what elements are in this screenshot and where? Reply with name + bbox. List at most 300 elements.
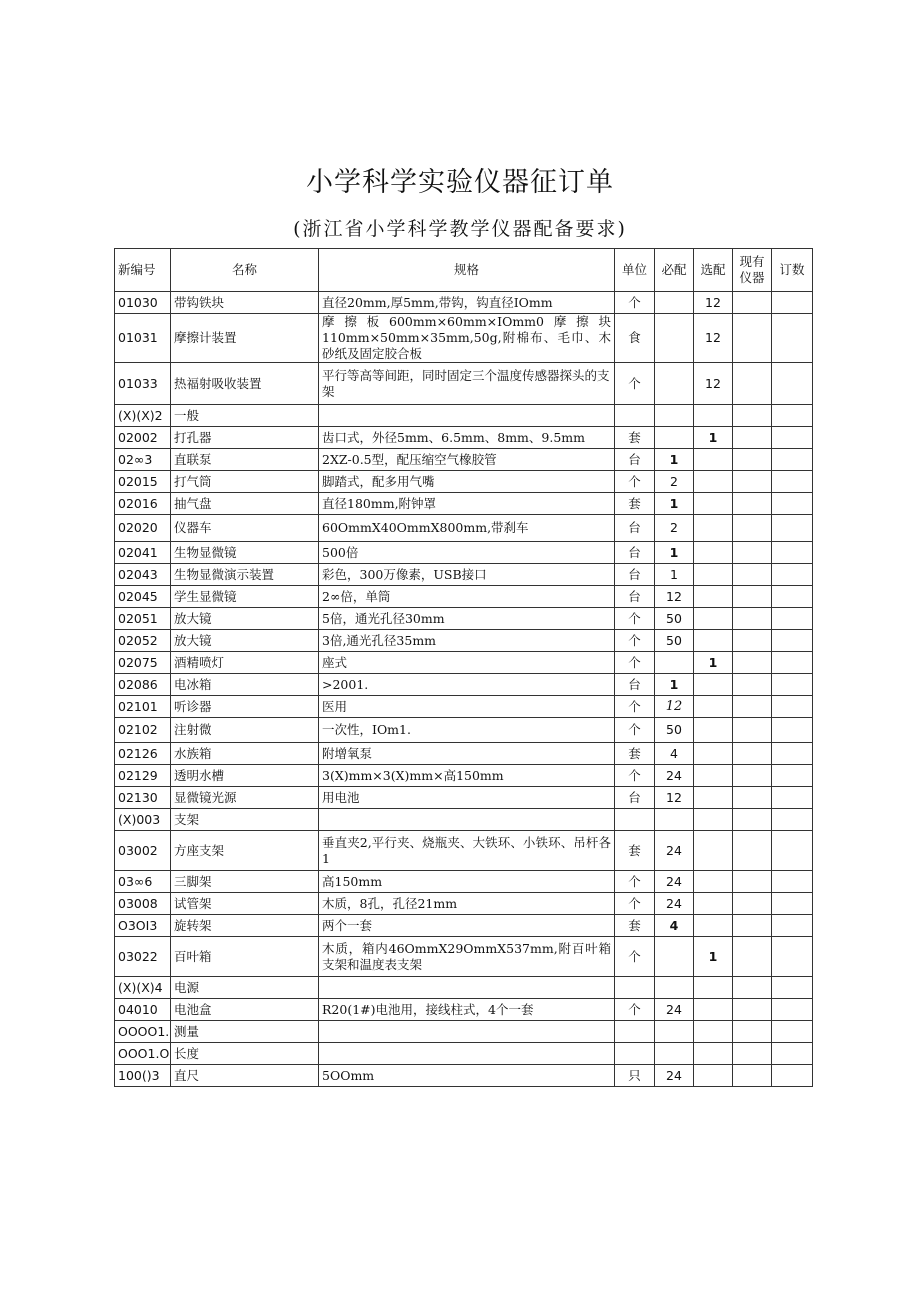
row-name: 试管架	[171, 893, 319, 915]
row-existing	[733, 542, 772, 564]
row-required: 50	[655, 630, 694, 652]
table-row	[115, 292, 813, 314]
row-order	[772, 765, 813, 787]
row-existing	[733, 471, 772, 493]
row-name: 透明水槽	[171, 765, 319, 787]
row-optional	[694, 608, 733, 630]
row-order	[772, 471, 813, 493]
row-unit: 台	[615, 787, 655, 809]
row-spec: 木质，箱内46OmmX29OmmX537mm,附百叶箱支架和温度表支架	[319, 937, 615, 977]
row-order	[772, 937, 813, 977]
row-code: 03022	[115, 937, 171, 977]
row-order	[772, 314, 813, 363]
row-required: 1	[655, 674, 694, 696]
row-spec: 500倍	[319, 542, 615, 564]
row-code: (X)(X)2	[115, 405, 171, 427]
row-code: O3OI3	[115, 915, 171, 937]
row-name: 注射微	[171, 718, 319, 743]
row-name: 支架	[171, 809, 319, 831]
row-existing	[733, 1043, 772, 1065]
row-name: 酒精喷灯	[171, 652, 319, 674]
header-existing: 现有仪器	[733, 249, 772, 292]
row-order	[772, 809, 813, 831]
table-row	[115, 1021, 813, 1043]
page-title: 小学科学实验仪器征订单	[306, 167, 614, 198]
row-optional	[694, 696, 733, 718]
row-spec: 60OmmX40OmmX800mm,带刹车	[319, 515, 615, 542]
row-order	[772, 1021, 813, 1043]
row-unit: 台	[615, 586, 655, 608]
row-required: 24	[655, 893, 694, 915]
row-name: 热福射吸收装置	[171, 363, 319, 405]
row-name: 听诊器	[171, 696, 319, 718]
row-optional	[694, 977, 733, 999]
row-existing	[733, 765, 772, 787]
row-code: 01033	[115, 363, 171, 405]
row-code: 100()3	[115, 1065, 171, 1087]
row-existing	[733, 977, 772, 999]
row-name: 一般	[171, 405, 319, 427]
row-spec: 用电池	[319, 787, 615, 809]
row-required	[655, 405, 694, 427]
row-unit: 个	[615, 608, 655, 630]
table-row	[115, 743, 813, 765]
row-spec: 5OOmm	[319, 1065, 615, 1087]
row-order	[772, 1065, 813, 1087]
row-code: 02020	[115, 515, 171, 542]
row-spec: 附增氧泵	[319, 743, 615, 765]
row-name: 电池盒	[171, 999, 319, 1021]
row-optional: 12	[694, 363, 733, 405]
row-optional: 1	[694, 652, 733, 674]
table-row	[115, 871, 813, 893]
row-spec: 两个一套	[319, 915, 615, 937]
row-order	[772, 977, 813, 999]
table-row	[115, 718, 813, 743]
table-row	[115, 449, 813, 471]
row-code: 01030	[115, 292, 171, 314]
row-existing	[733, 893, 772, 915]
table-row	[115, 915, 813, 937]
row-name: 百叶箱	[171, 937, 319, 977]
header-spec: 规格	[319, 249, 615, 292]
row-spec: 摩擦板600mm×60mm×IOmm0摩擦块110mm×50mm×35mm,50g,附棉布、毛巾、木砂纸及固定胶合板	[319, 314, 615, 363]
row-code: OOO1.O	[115, 1043, 171, 1065]
table-row	[115, 893, 813, 915]
row-name: 生物显微演示装置	[171, 564, 319, 586]
row-existing	[733, 449, 772, 471]
row-code: 02∞3	[115, 449, 171, 471]
row-optional	[694, 493, 733, 515]
row-required: 24	[655, 871, 694, 893]
row-optional	[694, 871, 733, 893]
row-code: 02129	[115, 765, 171, 787]
row-existing	[733, 608, 772, 630]
row-existing	[733, 937, 772, 977]
row-existing	[733, 809, 772, 831]
row-optional	[694, 809, 733, 831]
row-unit: 台	[615, 542, 655, 564]
table-row	[115, 586, 813, 608]
row-name: 测量	[171, 1021, 319, 1043]
row-name: 放大镜	[171, 608, 319, 630]
row-order	[772, 515, 813, 542]
row-name: 方座支架	[171, 831, 319, 871]
row-required	[655, 363, 694, 405]
row-code: 02101	[115, 696, 171, 718]
row-existing	[733, 674, 772, 696]
row-name: 电冰箱	[171, 674, 319, 696]
row-optional: 12	[694, 314, 733, 363]
row-unit: 个	[615, 765, 655, 787]
table-row	[115, 515, 813, 542]
row-optional	[694, 1021, 733, 1043]
row-order	[772, 405, 813, 427]
row-name: 直联泵	[171, 449, 319, 471]
table-row	[115, 493, 813, 515]
row-existing	[733, 1065, 772, 1087]
table-row	[115, 977, 813, 999]
row-existing	[733, 718, 772, 743]
row-unit: 个	[615, 696, 655, 718]
row-unit: 个	[615, 630, 655, 652]
row-required	[655, 1021, 694, 1043]
row-required: 24	[655, 1065, 694, 1087]
row-optional	[694, 999, 733, 1021]
row-required	[655, 937, 694, 977]
row-required: 50	[655, 608, 694, 630]
row-code: OOOO1.	[115, 1021, 171, 1043]
row-existing	[733, 515, 772, 542]
row-unit: 台	[615, 674, 655, 696]
row-order	[772, 696, 813, 718]
row-required: 12	[655, 787, 694, 809]
row-spec	[319, 1021, 615, 1043]
row-spec: 彩色，300万像素，USB接口	[319, 564, 615, 586]
row-unit: 套	[615, 743, 655, 765]
row-required	[655, 977, 694, 999]
header-optional: 选配	[694, 249, 733, 292]
page-subtitle: (浙江省小学科学教学仪器配备要求)	[293, 218, 627, 240]
row-required: 50	[655, 718, 694, 743]
row-name: 直尺	[171, 1065, 319, 1087]
row-order	[772, 1043, 813, 1065]
row-optional	[694, 449, 733, 471]
row-optional	[694, 515, 733, 542]
row-optional	[694, 787, 733, 809]
row-spec	[319, 405, 615, 427]
row-spec: 2∞倍，单筒	[319, 586, 615, 608]
row-code: 02016	[115, 493, 171, 515]
row-unit	[615, 1021, 655, 1043]
row-order	[772, 999, 813, 1021]
row-code: 02015	[115, 471, 171, 493]
row-optional	[694, 915, 733, 937]
row-optional	[694, 564, 733, 586]
row-spec: 3倍,通光孔径35mm	[319, 630, 615, 652]
row-required	[655, 809, 694, 831]
row-existing	[733, 586, 772, 608]
row-code: 02045	[115, 586, 171, 608]
row-optional	[694, 405, 733, 427]
row-required: 1	[655, 542, 694, 564]
row-existing	[733, 1021, 772, 1043]
row-code: 01031	[115, 314, 171, 363]
row-optional	[694, 586, 733, 608]
header-required: 必配	[655, 249, 694, 292]
row-required	[655, 652, 694, 674]
row-required: 2	[655, 471, 694, 493]
row-unit: 个	[615, 363, 655, 405]
table-row	[115, 652, 813, 674]
row-name: 电源	[171, 977, 319, 999]
row-required: 4	[655, 743, 694, 765]
table-row	[115, 765, 813, 787]
row-name: 仪器车	[171, 515, 319, 542]
row-optional	[694, 1065, 733, 1087]
row-optional	[694, 674, 733, 696]
row-optional	[694, 765, 733, 787]
row-code: 02052	[115, 630, 171, 652]
row-spec: 直径20mm,厚5mm,带钩，钩直径IOmm	[319, 292, 615, 314]
row-unit: 套	[615, 831, 655, 871]
table-row	[115, 363, 813, 405]
row-unit: 台	[615, 564, 655, 586]
row-order	[772, 608, 813, 630]
row-required: 12	[655, 586, 694, 608]
row-spec: 木质，8孔，孔径21mm	[319, 893, 615, 915]
row-existing	[733, 915, 772, 937]
row-required: 4	[655, 915, 694, 937]
row-code: 02126	[115, 743, 171, 765]
row-name: 长度	[171, 1043, 319, 1065]
row-spec: 脚踏式，配多用气嘴	[319, 471, 615, 493]
table-row	[115, 471, 813, 493]
row-existing	[733, 314, 772, 363]
row-order	[772, 427, 813, 449]
row-optional	[694, 471, 733, 493]
row-spec: R20(1#)电池用，接线柱式，4个一套	[319, 999, 615, 1021]
row-unit: 个	[615, 471, 655, 493]
row-spec: 一次性，IOm1.	[319, 718, 615, 743]
row-code: 03002	[115, 831, 171, 871]
row-existing	[733, 743, 772, 765]
row-order	[772, 787, 813, 809]
row-name: 显微镜光源	[171, 787, 319, 809]
row-order	[772, 292, 813, 314]
table-row	[115, 937, 813, 977]
row-required: 1	[655, 493, 694, 515]
row-name: 摩擦计装置	[171, 314, 319, 363]
row-required	[655, 1043, 694, 1065]
row-required: 2	[655, 515, 694, 542]
header-order: 订数	[772, 249, 813, 292]
row-name: 旋转架	[171, 915, 319, 937]
row-spec: 齿口式，外径5mm、6.5mm、8mm、9.5mm	[319, 427, 615, 449]
row-required: 12	[655, 696, 694, 718]
header-code: 新编号	[115, 249, 171, 292]
row-order	[772, 630, 813, 652]
row-spec: 直径180mm,附钟罩	[319, 493, 615, 515]
table-row	[115, 564, 813, 586]
row-optional	[694, 1043, 733, 1065]
row-optional	[694, 743, 733, 765]
row-code: 03008	[115, 893, 171, 915]
row-unit: 个	[615, 893, 655, 915]
row-optional	[694, 893, 733, 915]
table-row	[115, 1043, 813, 1065]
table-row	[115, 630, 813, 652]
row-name: 打气筒	[171, 471, 319, 493]
header-unit: 单位	[615, 249, 655, 292]
table-row	[115, 696, 813, 718]
row-unit	[615, 977, 655, 999]
row-code: 02102	[115, 718, 171, 743]
row-name: 放大镜	[171, 630, 319, 652]
row-optional: 12	[694, 292, 733, 314]
row-code: 02075	[115, 652, 171, 674]
row-required: 1	[655, 449, 694, 471]
row-name: 打孔器	[171, 427, 319, 449]
row-spec: 高150mm	[319, 871, 615, 893]
row-code: (X)003	[115, 809, 171, 831]
row-optional	[694, 718, 733, 743]
table-row	[115, 831, 813, 871]
table-row	[115, 809, 813, 831]
row-order	[772, 363, 813, 405]
row-unit: 个	[615, 937, 655, 977]
row-required: 1	[655, 564, 694, 586]
row-unit: 个	[615, 292, 655, 314]
row-required	[655, 314, 694, 363]
row-order	[772, 652, 813, 674]
row-required: 24	[655, 765, 694, 787]
row-order	[772, 449, 813, 471]
row-unit: 个	[615, 718, 655, 743]
table-row	[115, 542, 813, 564]
row-unit: 套	[615, 915, 655, 937]
row-unit: 食	[615, 314, 655, 363]
row-existing	[733, 831, 772, 871]
row-order	[772, 674, 813, 696]
row-unit: 个	[615, 652, 655, 674]
row-order	[772, 743, 813, 765]
row-existing	[733, 630, 772, 652]
row-required: 24	[655, 831, 694, 871]
row-name: 三脚架	[171, 871, 319, 893]
row-existing	[733, 999, 772, 1021]
row-code: 02086	[115, 674, 171, 696]
row-unit: 个	[615, 999, 655, 1021]
row-code: (X)(X)4	[115, 977, 171, 999]
order-table	[114, 248, 813, 1087]
row-order	[772, 493, 813, 515]
row-spec	[319, 809, 615, 831]
row-existing	[733, 696, 772, 718]
header-name: 名称	[171, 249, 319, 292]
row-spec: 2XZ-0.5型，配压缩空气橡胶管	[319, 449, 615, 471]
row-order	[772, 915, 813, 937]
row-order	[772, 542, 813, 564]
row-unit: 套	[615, 493, 655, 515]
row-optional	[694, 831, 733, 871]
row-existing	[733, 564, 772, 586]
row-spec: 3(X)mm×3(X)mm×高150mm	[319, 765, 615, 787]
row-code: 02051	[115, 608, 171, 630]
table-row	[115, 674, 813, 696]
row-code: 02041	[115, 542, 171, 564]
table-row	[115, 405, 813, 427]
row-code: 03∞6	[115, 871, 171, 893]
table-row	[115, 608, 813, 630]
row-unit: 个	[615, 871, 655, 893]
table-row	[115, 427, 813, 449]
row-spec: 座式	[319, 652, 615, 674]
row-optional	[694, 542, 733, 564]
table-row	[115, 787, 813, 809]
row-spec: 5倍，通光孔径30mm	[319, 608, 615, 630]
row-spec	[319, 977, 615, 999]
row-existing	[733, 493, 772, 515]
row-name: 生物显微镜	[171, 542, 319, 564]
row-code: 02002	[115, 427, 171, 449]
row-unit	[615, 809, 655, 831]
row-code: 02043	[115, 564, 171, 586]
row-optional	[694, 630, 733, 652]
row-spec: 医用	[319, 696, 615, 718]
row-order	[772, 586, 813, 608]
row-spec: 垂直夹2,平行夹、烧瓶夹、大铁环、小铁环、吊杆各1	[319, 831, 615, 871]
table-row	[115, 999, 813, 1021]
row-existing	[733, 787, 772, 809]
row-optional: 1	[694, 427, 733, 449]
row-order	[772, 564, 813, 586]
row-optional: 1	[694, 937, 733, 977]
row-unit: 台	[615, 449, 655, 471]
row-required	[655, 427, 694, 449]
row-name: 抽气盘	[171, 493, 319, 515]
row-existing	[733, 871, 772, 893]
row-required	[655, 292, 694, 314]
table-row	[115, 1065, 813, 1087]
row-existing	[733, 363, 772, 405]
row-unit	[615, 1043, 655, 1065]
row-code: 04010	[115, 999, 171, 1021]
row-spec: >2001.	[319, 674, 615, 696]
row-order	[772, 718, 813, 743]
row-spec	[319, 1043, 615, 1065]
row-existing	[733, 292, 772, 314]
row-order	[772, 831, 813, 871]
row-order	[772, 893, 813, 915]
row-order	[772, 871, 813, 893]
table-row	[115, 314, 813, 363]
row-unit	[615, 405, 655, 427]
row-existing	[733, 652, 772, 674]
row-name: 带钩铁块	[171, 292, 319, 314]
row-name: 水族箱	[171, 743, 319, 765]
row-existing	[733, 405, 772, 427]
row-unit: 只	[615, 1065, 655, 1087]
row-required: 24	[655, 999, 694, 1021]
row-code: 02130	[115, 787, 171, 809]
row-unit: 套	[615, 427, 655, 449]
row-existing	[733, 427, 772, 449]
table-header-row	[115, 249, 813, 292]
row-unit: 台	[615, 515, 655, 542]
row-name: 学生显微镜	[171, 586, 319, 608]
row-spec: 平行等高等间距，同时固定三个温度传感器探头的支架	[319, 363, 615, 405]
